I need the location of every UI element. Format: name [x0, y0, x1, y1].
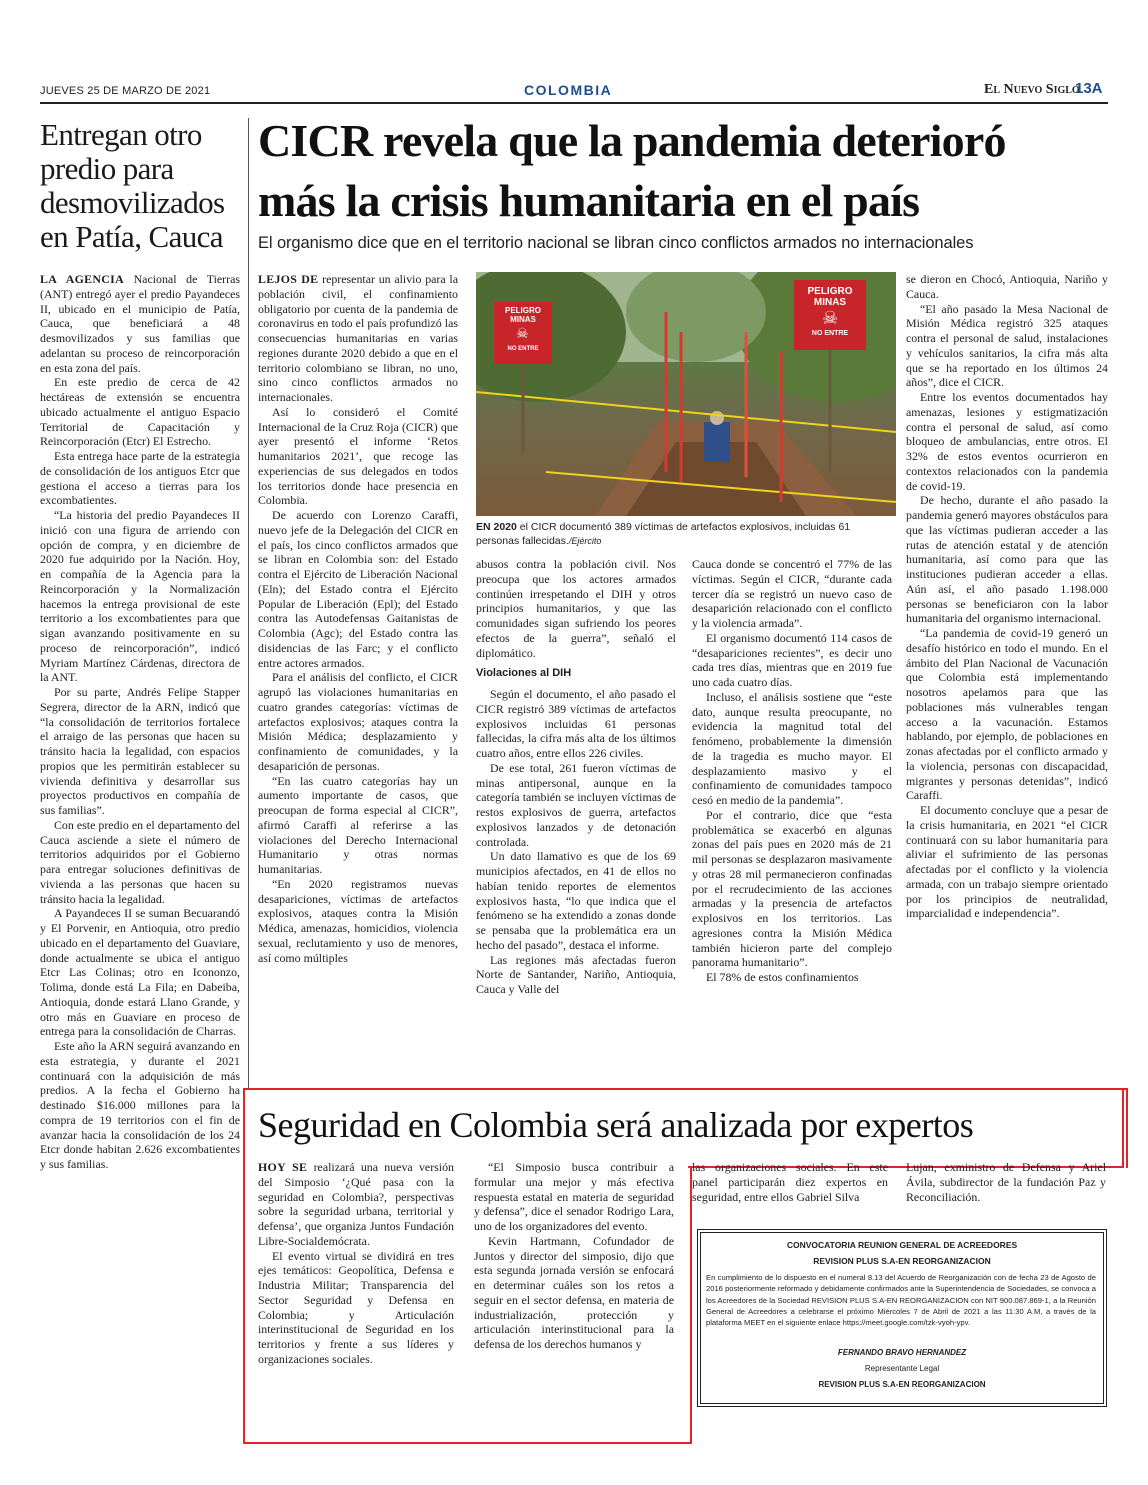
paragraph: “En 2020 registramos nuevas desapariciones, víctimas de artefactos explosivos, ataques contra la Misión Médica, amenazas, homicidios, violencia sexual, reclutamiento y uso de menores, así como múltiples: [258, 876, 458, 965]
security-col4: [906, 1160, 1106, 1204]
paragraph: El organismo documentó 114 casos de “desapariciones recientes”, es decir uno cada tres días, mientras que en 2019 fue uno cada cuatro días.: [692, 630, 892, 689]
paragraph: Incluso, el análisis sostiene que “este dato, aunque resulta preocupante, no evidencia la magnitud total del fenómeno, probablemente la dimensión de la tragedia es mucho mayor. El desplazamiento masivo y el confinamiento de comunidades tampoco cesó en medio de la pandemia”.: [692, 689, 892, 807]
paragraph: Cauca donde se concentró el 77% de las víctimas. Según el CICR, “durante cada tercer día se registró un nuevo caso de desaparición relacionado con el conflicto y la violencia armada”.: [692, 557, 892, 630]
paragraph: El documento concluye que a pesar de la crisis humanitaria, en 2021 “el CICR continuará con su labor humanitaria para aliviar el sufrimiento de las personas afectadas por el conflicto y la violencia armada, con un trabajo siempre orientado por los principios de neutralidad, imparcialidad e independencia”.: [906, 803, 1108, 921]
paragraph: En este predio de cerca de 42 hectáreas de extensión se encuentra ubicado actualmente el antiguo Espacio Territorial de Capacitación y Reincorporación (Etcr) El Estrecho.: [40, 375, 240, 449]
paragraph: Por el contrario, dice que “esta problemática se exacerbó en algunas zonas del país pues en 2020 más de 21 mil personas se desplazaron masivamente y otras 28 mil permanecieron confinadas por el recrudecimiento de las acciones armadas y la presencia de artefactos explosivos en los territorios. Las agresiones contra la Misión Médica también hicieron parte del complejo panorama humanitario”.: [692, 807, 892, 970]
paragraph: Un dato llamativo es que de los 69 municipios afectados, en 41 de ellos no habían tenido reportes de elementos explosivos hasta, “lo que indica que el fenómeno se ha extendido a zonas donde se pensaba que la problemática era un hecho del pasado”, destaca el informe.: [476, 849, 676, 952]
security-col3: [692, 1160, 888, 1204]
landmine-photo: [476, 272, 896, 516]
skull-icon: ☠: [822, 308, 839, 329]
main-story-col2: [476, 557, 676, 997]
side-story-body: LA AGENCIA Nacional de Tierras (ANT) entregó ayer el predio Payandeces II, ubicado en el municipio de Patía, Cauca, que beneficiará a 48 desmovilizados y sus familias que adelantan su proceso de reincorporación en esta zona del país. En este predio de cerca de 42 hectáreas de extensión se encuentra ubicado actualmente el antiguo Espacio Territorial de Capacitación y Reincorporación (Etcr) El Estrecho. Esta entrega hace parte de la estrategia de consolidación de los antiguos Etcr que gestiona el acceso a tierras para los excombatientes. “La historia del predio Payandeces II inició con una figura de arriendo con opción de compra, y en diciembre de 2020 fue adquirido por la Nación. Hoy, en compañía de la Agencia para la Reincorporación y la Normalización hacemos la entrega provisional de este territorio a los excombatientes para que sigan avanzando positivamente en su proceso de reincorporación”, indicó Myriam Martínez Cárdenas, directora de la ANT. Por su parte, Andrés Felipe Stapper Segrera, director de la ARN, indicó que “la consolidación de territorios fortalece el arraigo de las personas que hacen su tránsito hacia la legalidad, con espacios propios que les permitirán establecer su vivienda definitiva y desarrollar sus proyectos productivos en compañía de sus familias”. Con este predio en el departamento del Cauca asciende a siete el número de territorios adquiridos por el Gobierno para entregar soluciones definitivas de vivienda a las personas que hacen su tránsito hacia la legalidad. A Payandeces II se suman Becuarandó y El Porvenir, en Antioquia, otro predio ubicado en el departamento del Guaviare, donde actualmente se ubica el antiguo Etcr Las Colinas; otro en Icononzo, Tolima, donde está La Fila; en Dabeiba, Antioquia, donde estará Llano Grande, y otro más en Guaviare en proceso de entrega para la consolidación de Charras. Este año la ARN seguirá avanzando en esta estrategia, y durante el 2021 continuará con la adquisición de más predios. A la fecha el Gobierno ha destinado $16.000 millones para la compra de 19 territorios con el fin de avanzar hacia la consolidación de los 24 Etcr donde habitan 2.626 excombatientes y sus familias.: [40, 272, 240, 1171]
notice-title: CONVOCATORIA REUNION GENERAL DE ACREEDORES: [786, 1240, 1018, 1250]
paragraph: De hecho, durante el año pasado la pandemia generó mayores obstáculos para que las víctimas pudieran acceder a las rutas de atención estatal y de atención humanitaria, así como para que las instituciones pudieran acceder a ellas. Aún así, el año pasado 1.198.000 personas se beneficiaron con la labor humanitaria del organismo internacional.: [906, 493, 1108, 626]
paragraph: Esta entrega hace parte de la estrategia de consolidación de los antiguos Etcr que gestiona el acceso a tierras para los excombatientes.: [40, 449, 240, 508]
side-story-title: Entregan otro predio para desmovilizados en Patía, Cauca: [40, 117, 225, 254]
main-story-lead: LEJOS DE: [258, 272, 319, 286]
notice-body: En cumplimiento de lo dispuesto en el numeral 8.13 del Acuerdo de Reorganización con de fecha 23 de Agosto de 2016 posteriormente reformado y debidamente confirmados ante la Superintendencia de Sociedades, se convoca a los Acreedores de la Sociedad REVISION PLUS S.A-EN REORGANIZACION con NIT 900.087.869-1, a la Reunión General de Acreedores a celebrarse el próximo Miércoles 7 de Abril de 2021 a las 11:30 A.M, a través de la plataforma MEET en el siguiente enlace https://meet.google.com/tzk-vyoh-ypv.: [706, 1273, 1096, 1328]
subhead-violaciones: Violaciones al DIH: [476, 667, 572, 680]
paragraph: Lujan, exministro de Defensa y Ariel Ávila, subdirector de la fundación Paz y Reconciliación.: [906, 1160, 1106, 1204]
warning-sign-right-sub: NO ENTRE: [811, 330, 849, 337]
column-separator: [248, 118, 249, 1088]
paragraph: Así lo consideró el Comité Internacional de la Cruz Roja (CICR) que ayer presentó el informe ‘Retos humanitarios 2021’, que recoge las experiencias de sus delegados en todos los territorios donde hace presencia en Colombia.: [258, 404, 458, 508]
highlight-box-right: [1122, 1088, 1124, 1168]
paragraph: “La pandemia de covid-19 generó un desafío histórico en todo el mundo. En el ámbito del Plan Nacional de Vacunación que Colombia está implementando nosotros apelamos para que las poblaciones más vulnerables tengan acceso a la vacunación. Estamos hablando, por ejemplo, de poblaciones en zonas afectadas por el conflicto armado y la violencia, personas con discapacidad, migrantes y personas detenidas”, indicó Caraffi.: [906, 626, 1108, 803]
security-lead: HOY SE: [258, 1160, 308, 1174]
paragraph: El 78% de estos confinamientos: [706, 970, 859, 984]
paragraph: Para el análisis del conflicto, el CICR agrupó las violaciones humanitarias en cuatro grandes categorías: víctimas de artefactos explosivos; ataques contra la Misión Médica; desplazamiento y confinamiento de comunidades, y la desaparición de personas.: [258, 670, 458, 773]
paragraph: El evento virtual se dividirá en tres ejes temáticos: Geopolítica, Defensa e Industria Militar; Transparencia del Sector Seguridad y Defensa en Colombia; y Articulación interinstitucional de Seguridad en los territorios y frente a sus líderes y organizaciones sociales.: [258, 1248, 454, 1366]
warning-sign-left: PELIGRO MINAS: [504, 306, 541, 324]
notice-role: Representante Legal: [864, 1364, 940, 1373]
paragraph: Kevin Hartmann, Cofundador de Juntos y director del simposio, dijo que esta segunda jornada versión se enfocará en determinar cuáles son los retos a seguir en el sector defensa, en materia de industrialización, protección y articulación interinstitucional para la defensa de los derechos humanos y: [474, 1233, 674, 1351]
notice-company-footer: REVISION PLUS S.A-EN REORGANIZACION: [818, 1380, 986, 1389]
paragraph: Entre los eventos documentados hay amenazas, lesiones y estigmatización contra el personal de salud, así como bloqueo de ambulancias, entre otros. El 32% de estos eventos ocurrieron en contextos relacionados con la pandemia de covid-19.: [906, 390, 1108, 493]
paragraph: De ese total, 261 fueron víctimas de minas antipersonal, aunque en la categoría también se incluyen víctimas de restos explosivos de guerra, artefactos explosivos lanzados y de detonación controlada.: [476, 760, 676, 849]
main-headline-line1: CICR revela que la pandemia deterioró: [258, 115, 1006, 166]
page-number: 13A: [1075, 80, 1103, 97]
main-story-col1: LEJOS DE representar un alivio para la población civil, el confinamiento obligatorio por cuenta de la pandemia de coronavirus en todo el país profundizó las consecuencias humanitarias en varias regiones durante 2020 debido a que en el territorio colombiano se libran, no uno, sino cinco conflictos armados no internacionales. Así lo consideró el Comité Internacional de la Cruz Roja (CICR) que ayer presentó el informe ‘Retos humanitarios 2021’, que recoge las experiencias de sus delegados en todos los territorios donde hace presencia en Colombia. De acuerdo con Lorenzo Caraffi, nuevo jefe de la Delegación del CICR en el país, los cinco conflictos armados que se libran en Colombia son: del Estado contra el Ejército de Liberación Nacional (Eln); del Estado contra el Ejército Popular de Liberación (Epl); del Estado contra las Autodefensas Gaitanistas de Colombia (Agc); del Estado contra las disidencias de las Farc; y el conflicto entre actores armados. Para el análisis del conflicto, el CICR agrupó las violaciones humanitarias en cuatro grandes categorías: víctimas de artefactos explosivos; ataques contra la Misión Médica; desplazamiento y confinamiento de comunidades, y la desaparición de personas. “En las cuatro categorías hay un aumento importante de casos, que preocupan de forma especial al CICR”, afirmó Caraffi al referirse a las violaciones del Derecho Internacional Humanitario y otras normas humanitarias. “En 2020 registramos nuevas desapariciones, víctimas de artefactos explosivos, ataques contra la Misión Médica, amenazas, homicidios, violencia sexual, reclutamiento y uso de menores, así como múltiples: [258, 272, 459, 965]
main-story-col4: [906, 272, 1108, 921]
security-col2: [474, 1160, 674, 1352]
paragraph: A Payandeces II se suman Becuarandó y El Porvenir, en Antioquia, otro predio ubicado en el departamento del Guaviare, donde actualmente se ubica el antiguo Etcr Las Colinas; otro en Icononzo, Tolima, donde está La Fila; en Dabeiba, Antioquia, donde estará Llano Grande, y otro más en Guaviare en proceso de entrega para la consolidación de Charras.: [40, 906, 240, 1039]
header-rule: [40, 102, 1108, 104]
paragraph: abusos contra la población civil. Nos preocupa que los actores armados continúen irrespetando el DIH y otros principios humanitarios, y que las comunidades sigan sufriendo los peores efectos de la guerra”, señaló el diplomático.: [476, 557, 676, 660]
photo-caption: EN 2020 el CICR documentó 389 víctimas de artefactos explosivos, incluidas 61 personas fallecidas./Ejército: [476, 521, 851, 547]
security-headline: Seguridad en Colombia será analizada por expertos: [258, 1105, 974, 1145]
paragraph: De acuerdo con Lorenzo Caraffi, nuevo jefe de la Delegación del CICR en el país, los cinco conflictos armados que se libran en Colombia son: del Estado contra el Ejército de Liberación Nacional (Eln); del Estado contra el Ejército Popular de Liberación (Epl); del Estado contra las Autodefensas Gaitanistas de Colombia (Agc); del Estado contra las disidencias de las Farc; y el conflicto entre actores armados.: [258, 508, 458, 670]
paragraph: se dieron en Chocó, Antioquia, Nariño y Cauca.: [906, 272, 1108, 301]
paragraph: “El Simposio busca contribuir a formular una mejor y más efectiva respuesta estatal en materia de seguridad y defensa”, dice el senador Rodrigo Lara, uno de los organizadores del evento.: [474, 1160, 674, 1233]
warning-sign-left-sub: NO ENTRE: [507, 346, 539, 352]
warning-sign-right: PELIGRO MINAS: [807, 286, 853, 308]
security-col1: HOY SE realizará una nueva versión del Simposio ‘¿Qué pasa con la seguridad en Colombia?, perspectivas sobre la seguridad urbana, territorial y defensa’, que organiza Juntos Fundación Libre-Socialdemócrata. El evento virtual se dividirá en tres ejes temáticos: Geopolítica, Defensa e Industria Militar; Transparencia del Sector Seguridad y Defensa en Colombia; y Articulación interinstitucional de Seguridad en los territorios y frente a sus líderes y organizaciones sociales.: [258, 1160, 454, 1366]
section-title: COLOMBIA: [524, 82, 613, 98]
side-story-lead: LA AGENCIA: [40, 272, 124, 286]
issue-date: JUEVES 25 DE MARZO DE 2021: [40, 85, 211, 97]
notice-company: REVISION PLUS S.A-EN REORGANIZACION: [813, 1256, 991, 1266]
paragraph: las organizaciones sociales. En este panel participarán diez expertos en seguridad, entre ellos Gabriel Silva: [692, 1160, 888, 1204]
paragraph: Este año la ARN seguirá avanzando en esta estrategia, y durante el 2021 continuará con la adquisición de más predios. A la fecha el Gobierno ha destinado $16.000 millones para la compra de 19 territorios con el fin de avanzar hacia la consolidación de los 24 Etcr donde habitan 2.626 excombatientes y sus familias.: [40, 1039, 240, 1171]
paragraph: Con este predio en el departamento del Cauca asciende a siete el número de territorios adquiridos por el Gobierno para entregar soluciones definitivas de vivienda a las personas que hacen su tránsito hacia la legalidad.: [40, 817, 240, 906]
paragraph: Según el documento, el año pasado el CICR registró 389 víctimas de artefactos explosivos incluidas 61 personas fallecidas, la cifra más alta de los últimos cuatro años, entre ellos 226 civiles.: [476, 687, 676, 760]
main-subtitle: El organismo dice que en el territorio nacional se libran cinco conflictos armados no internacionales: [258, 234, 974, 252]
paragraph: “El año pasado la Mesa Nacional de Misión Médica registró 325 ataques contra el personal de salud, instalaciones y vehículos sanitarios, la cifra más alta que se ha reportado en los últimos 24 años”, dice el CICR.: [906, 301, 1108, 390]
main-story-col3: [692, 557, 892, 985]
paragraph: “La historia del predio Payandeces II inició con una figura de arriendo con opción de compra, y en diciembre de 2020 fue adquirido por la Nación. Hoy, en compañía de la Agencia para la Reincorporación y la Normalización hacemos la entrega provisional de este territorio a los excombatientes para que sigan avanzando positivamente en su proceso de reincorporación”, indicó Myriam Martínez Cárdenas, directora de la ANT.: [40, 508, 240, 685]
notice-signer: FERNANDO BRAVO HERNANDEZ: [837, 1348, 967, 1357]
main-headline-line2: más la crisis humanitaria en el país: [258, 175, 920, 226]
newspaper-name: El Nuevo Siglo: [984, 82, 1080, 97]
paragraph: “En las cuatro categorías hay un aumento importante de casos, que preocupan de forma especial al CICR”, afirmó Caraffi al referirse a las violaciones del Derecho Internacional Humanitario y otras normas humanitarias.: [258, 773, 458, 876]
paragraph: Por su parte, Andrés Felipe Stapper Segrera, director de la ARN, indicó que “la consolidación de territorios fortalece el arraigo de las personas que hacen su tránsito hacia la legalidad, con espacios propios que les permitirán establecer su vivienda definitiva y desarrollar sus proyectos productivos en compañía de sus familias”.: [40, 685, 240, 817]
paragraph: Las regiones más afectadas fueron Norte de Santander, Nariño, Antioquia, Cauca y Valle del: [476, 952, 676, 996]
skull-icon: ☠: [516, 326, 529, 342]
